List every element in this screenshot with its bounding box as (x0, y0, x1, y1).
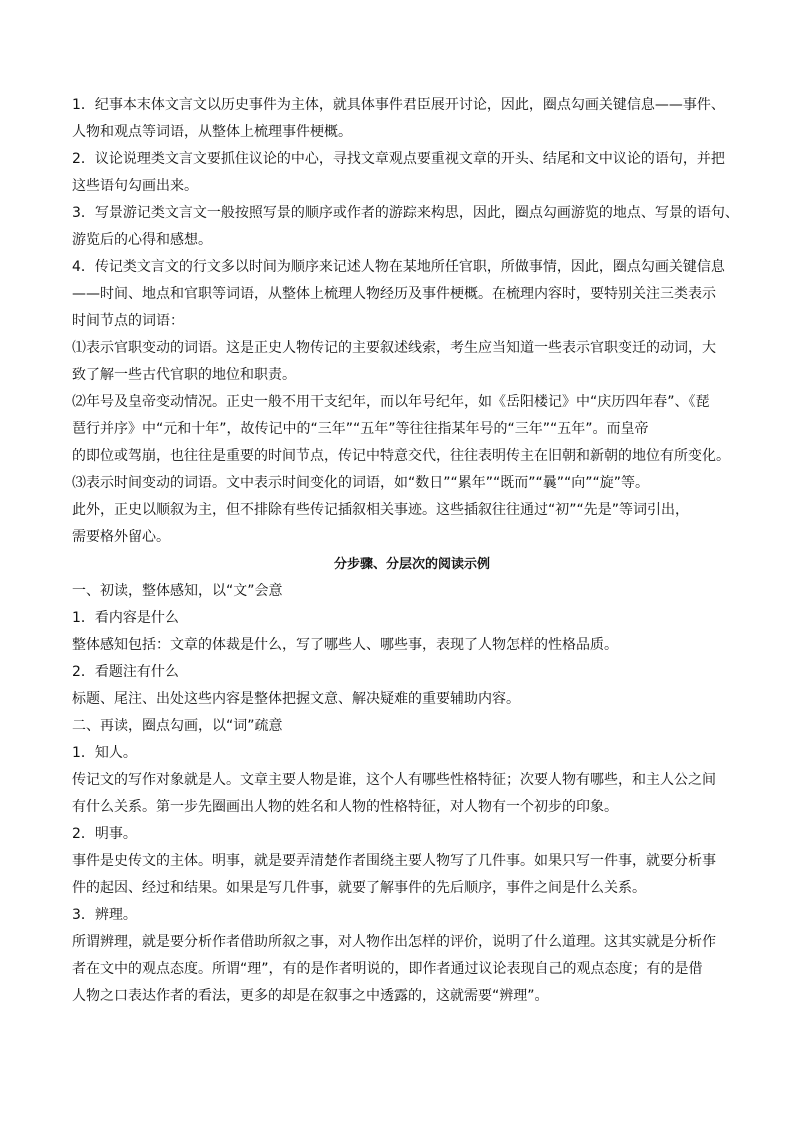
document-page (72, 92, 739, 1010)
text-line: ⑶表示时间变动的词语。文中表示时间变化的词语，如“数日”“累年”“既而”“曩”“向”“旋”等。 (72, 475, 650, 491)
text-line: 2．明事。 (72, 826, 137, 842)
text-line: 标题、尾注、出处这些内容是整体把握文意、解决疑难的重要辅助内容。 (72, 691, 520, 707)
text-line: 的即位或驾崩，也往往是重要的时间节点，传记中特意交代，往往表明传主在旧朝和新朝的地位有所变化。 (72, 448, 730, 464)
text-line: 时间节点的词语： (72, 313, 184, 329)
text-line: 者在文中的观点态度。所谓“理”，有的是作者明说的，即作者通过议论表现自己的观点态度；有的是借 (72, 961, 703, 977)
text-line: 4．传记类文言文的行文多以时间为顺序来记述人物在某地所任官职，所做事情，因此，圈点勾画关键信息 (72, 259, 725, 275)
text-line: 1．看内容是什么 (72, 610, 179, 626)
text-line: 需要格外留心。 (72, 529, 170, 545)
text-line: 琶行并序》中“元和十年”，故传记中的“三年”“五年”等往往指某年号的“三年”“五年”。而皇帝 (72, 421, 649, 437)
text-line: 件的起因、经过和结果。如果是写几件事，就要了解事件的先后顺序，事件之间是什么关系。 (72, 880, 646, 896)
text-line: ——时间、地点和官职等词语，从整体上梳理人物经历及事件梗概。在梳理内容时，要特别关注三类表示 (72, 286, 716, 302)
text-line: 2．看题注有什么 (72, 664, 179, 680)
text-line: 3．写景游记类文言文一般按照写景的顺序或作者的游踪来构思，因此，圈点勾画游览的地点、写景的语句、 (72, 205, 739, 221)
text-line: 游览后的心得和感想。 (72, 232, 212, 248)
text-line: 传记文的写作对象就是人。文章主要人物是谁，这个人有哪些性格特征；次要人物有哪些，和主人公之间 (72, 772, 716, 788)
text-line: ⑵年号及皇帝变动情况。正史一般不用干支纪年，而以年号纪年，如《岳阳楼记》中“庆历四年春”、《琵 (72, 394, 710, 410)
text-line: 1．纪事本末体文言文以历史事件为主体，就具体事件君臣展开讨论，因此，圈点勾画关键信息——事件、 (72, 97, 725, 113)
text-line: 人物和观点等词语，从整体上梳理事件梗概。 (72, 124, 352, 140)
text-line: 3．辨理。 (72, 907, 137, 923)
text-line: ⑴表示官职变动的词语。这是正史人物传记的主要叙述线索，考生应当知道一些表示官职变迁的动词，大 (72, 340, 716, 356)
text-line: 有什么关系。第一步先圈画出人物的姓名和人物的性格特征，对人物有一个初步的印象。 (72, 799, 618, 815)
text-line: 整体感知包括：文章的体裁是什么，写了哪些人、哪些事，表现了人物怎样的性格品质。 (72, 637, 618, 653)
text-line: 一、初读，整体感知，以“文”会意 (72, 583, 283, 599)
text-line: 致了解一些古代官职的地位和职责。 (72, 367, 296, 383)
text-line: 1．知人。 (72, 745, 137, 761)
text-line: 这些语句勾画出来。 (72, 178, 198, 194)
text-line: 2．议论说理类文言文要抓住议论的中心，寻找文章观点要重视文章的开头、结尾和文中议论的语句，并把 (72, 151, 725, 167)
section-heading: 分步骤、分层次的阅读示例 (333, 557, 490, 572)
text-line: 二、再读，圈点勾画，以“词”疏意 (72, 718, 283, 734)
text-line: 所谓辨理，就是要分析作者借助所叙之事，对人物作出怎样的评价，说明了什么道理。这其实就是分析作 (72, 934, 716, 950)
text-line: 人物之口表达作者的看法，更多的却是在叙事之中透露的，这就需要“辨理”。 (72, 988, 549, 1004)
text-line: 此外，正史以顺叙为主，但不排除有些传记插叙相关事迹。这些插叙往往通过“初”“先是”等词引出， (72, 502, 690, 518)
text-line: 事件是史传文的主体。明事，就是要弄清楚作者围绕主要人物写了几件事。如果只写一件事，就要分析事 (72, 853, 716, 869)
